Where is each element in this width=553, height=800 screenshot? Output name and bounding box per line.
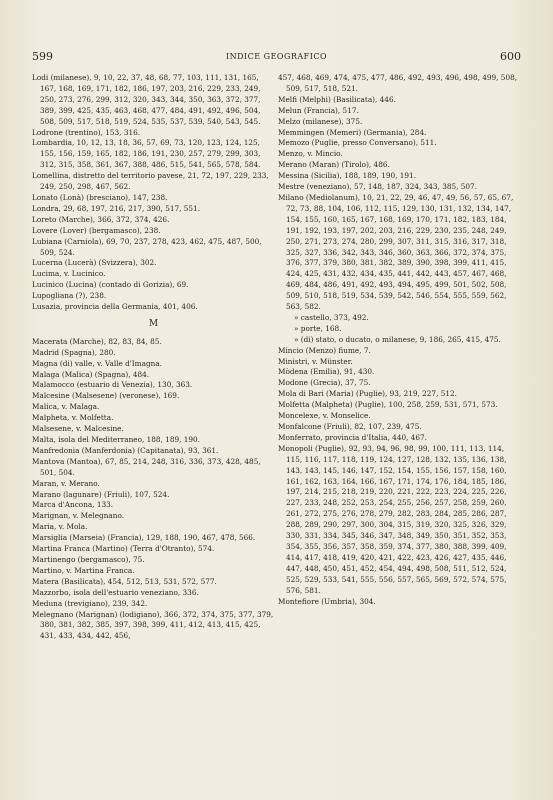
index-entry: Molfetta (Malpheta) (Puglie), 100, 258, 259, 531, 571, 573. <box>278 400 498 410</box>
index-entry: Melzo (milanese), 375. <box>278 116 363 126</box>
index-entry: Menzo, v. Mincio. <box>278 149 343 159</box>
index-subentry: » (di) stato, o ducato, o milanese, 9, 186, 265, 415, 475. <box>294 334 501 344</box>
index-entry-lodrone: Lodrone (trentino), 153, 316. <box>32 127 141 137</box>
index-entry: Mantova (Mantoa), 67, 85, 214, 248, 316, 336, 373, 428, 485, 501, 504. <box>32 456 261 477</box>
index-entry: Mazzorbo, isola dell'estuario veneziano, 336. <box>32 587 199 597</box>
index-entry-lusazia: Lusazia, provincia della Germania, 401, 406. <box>32 302 198 312</box>
running-title: INDICE GEOGRAFICO <box>225 52 328 61</box>
index-entry: Monferrato, provincia d'Italia, 440, 467. <box>278 432 427 442</box>
index-entry: Martinengo (bergamasco), 75. <box>32 554 145 564</box>
index-entry: Marano (lagunare) (Friuli), 107, 524. <box>32 489 170 499</box>
index-entry-lucerna: Lucerna (Lucerà) (Svizzera), 302. <box>32 258 157 268</box>
index-entry: Marsiglia (Marseia) (Francia), 129, 188, 190, 467, 478, 566. <box>32 533 256 543</box>
index-entry: Malta, isola del Mediterraneo, 188, 189, 190. <box>32 435 200 444</box>
index-entry: Ministri, v. Münster. <box>278 356 353 366</box>
index-entry: Malamocco (estuario di Venezia), 130, 363. <box>32 380 193 390</box>
index-entry: Melegnano (Marignan) (lodigiano), 366, 372, 374, 375, 377, 379, 380, 381, 382, 385, 397, 398, 399, 411, 412, 413, 415, 425, 431, 433, 434, 442, 456, <box>32 609 274 641</box>
page-number-right: 600 <box>500 50 521 63</box>
index-entry-lombardia: Lombardia, 10, 12, 13, 18, 36, 57, 69, 73, 120, 123, 124, 125, 155, 156, 159, 165, 182, 186, 191, 230, 257, 279, 299, 303, 312, 315, 358, 361, 367, 388, 486, 515, 541, 565, 578, 584. <box>32 138 261 170</box>
index-entry: Malsesene, v. Malcesine. <box>32 424 124 434</box>
index-entry: Mòdena (Emilia), 91, 430. <box>278 367 375 377</box>
index-entry: Malaga (Malica) (Spagna), 484. <box>32 369 150 379</box>
index-entry: Marca d'Ancona, 133. <box>32 500 114 510</box>
index-subentry: » porte, 168. <box>294 323 342 333</box>
index-entry: Meduna (trevigiano), 239, 342. <box>32 598 148 608</box>
index-subentry: » castello, 373, 492. <box>294 312 369 322</box>
index-entry-monopoli: Monopoli (Puglie), 92, 93, 94, 96, 98, 99, 100, 111, 113, 114, 115, 116, 117, 118, 119, 124, 127, 128, 132, 135, 136, 138, 143, 143, 145, 146, 147, 152, 154, 155, 156, 157, 158, 160, 161, 162, 163, 164, 166, 167, 171, 174, 176, 184, 185, 186, 197, 214, 215, 218, 219, 220, 221, 222, 223, 224, 225, 226, 227, 233, 248, 252, 253, 254, 255, 256, 257, 258, 259, 260, 261, 272, 275, 276, 278, 279, 282, 283, 284, 285, 286, 287, 288, 289, 290, 297, 300, 304, 315, 319, 320, 325, 326, 329, 330, 331, 334, 345, 346, 347, 348, 349, 350, 351, 352, 353, 354, 355, 356, 357, 358, 359, 374, 377, 380, 388, 399, 409, 414, 417, 418, 419, 420, 421, 422, 423, 426, 427, 435, 446, 447, 448, 450, 451, 452, 454, 494, 498, 508, 511, 512, 524, 525, 529, 533, 541, 555, 556, 557, 565, 569, 572, 574, 575, 576, 581. <box>278 443 507 595</box>
index-entry-loreto: Loreto (Marche), 366, 372, 374, 426. <box>32 214 170 224</box>
index-entry: Martina Franca (Martino) (Terra d'Otranto), 574. <box>32 544 215 554</box>
index-entry: Maria, v. Mola. <box>32 522 88 532</box>
index-entry-lodi: Lodi (milanese), 9, 10, 22, 37, 48, 68, 77, 103, 111, 131, 165, 167, 168, 169, 171, 182, 186, 197, 203, 216, 229, 233, 249, 250, 273, 276, 299, 312, 320, 343, 344, 350, 363, 372, 377, 389, 399, 425, 435, 463, 468, 477, 484, 491, 492, 496, 504, 508, 509, 517, 518, 519, 524, 535, 537, 539, 540, 543, 545. <box>32 73 261 126</box>
index-entry: Maran, v. Merano. <box>32 478 100 488</box>
index-entry: Macerata (Marche), 82, 83, 84, 85. <box>32 336 162 346</box>
index-entry: Merano (Maran) (Tirolo), 486. <box>278 160 390 170</box>
section-letter-heading: M <box>148 318 159 329</box>
left-column <box>32 73 275 642</box>
index-entry: Messina (Sicilia), 188, 189, 190, 191. <box>278 171 417 181</box>
index-entry: Monfalcone (Friuli), 82, 107, 239, 475. <box>278 422 422 431</box>
index-entry-lomellina: Lomellina, distretto del territorio pavese, 21, 72, 197, 229, 233, 249, 250, 298, 467, 562. <box>32 171 269 192</box>
index-entry: Malcesine (Malsesene) (veronese), 169. <box>32 391 180 401</box>
index-entry: Matera (Basilicata), 454, 512, 513, 531, 572, 577. <box>32 576 217 586</box>
index-entry: Mincio (Menzo) fiume, 7. <box>278 345 371 355</box>
index-entry-lucima: Lucima, v. Lucinico. <box>32 269 106 279</box>
index-entry: Mola di Bari (Maria) (Puglie), 93, 219, 227, 512. <box>278 389 457 399</box>
page-header <box>32 50 521 66</box>
index-entry: Melun (Francia), 517. <box>278 105 359 115</box>
index-entry-lucinico: Lucinico (Lucina) (contado di Gorizia), 69. <box>32 280 189 290</box>
index-entry: 457, 468, 469, 474, 475, 477, 486, 492, 493, 496, 498, 499, 508, 509, 517, 518, 521. <box>278 73 518 93</box>
page-number-left: 599 <box>32 50 53 63</box>
right-column <box>278 73 522 607</box>
index-entry: Manfredonia (Manferdonia) (Capitanata), 93, 361. <box>32 445 219 455</box>
index-entry: Memozo (Puglie, presso Conversano), 511. <box>278 138 437 148</box>
index-entry: Mestre (veneziano), 57, 148, 187, 324, 343, 385, 507. <box>278 182 478 192</box>
index-entry: Melfi (Melphi) (Basilicata), 446. <box>278 94 396 104</box>
index-entry: Malpheta, v. Molfetta. <box>32 413 114 423</box>
index-entry: Madrid (Spagna), 280. <box>32 347 116 357</box>
index-entry: Malica, v. Malaga. <box>32 402 100 412</box>
index-entry: Memmingen (Memeri) (Germania), 284. <box>278 127 427 137</box>
index-entry-milano: Milano (Mediolanum), 10, 21, 22, 29, 46, 47, 49, 56, 57, 65, 67, 72, 73, 88, 104, 106, 112, 115, 129, 130, 131, 132, 134, 147, 154, 155, 160, 165, 167, 168, 169, 170, 171, 182, 183, 184, 191, 192, 193, 197, 202, 203, 216, 229, 230, 235, 248, 249, 250, 271, 273, 274, 280, 299, 307, 311, 315, 316, 317, 318, 325, 327, 336, 342, 343, 346, 360, 363, 366, 372, 374, 375, 376, 377, 379, 380, 381, 382, 389, 390, 398, 399, 411, 415, 424, 425, 431, 432, 434, 435, 441, 442, 443, 457, 467, 468, 469, 484, 486, 491, 492, 493, 494, 495, 499, 501, 502, 508, 509, 510, 518, 519, 534, 539, 542, 546, 554, 555, 559, 562, 563, 582. <box>278 192 514 312</box>
index-entry-lupogliana: Lupogliana (?), 238. <box>32 291 107 301</box>
index-entry-londra: Londra, 29, 68, 197, 216, 217, 390, 517, 551. <box>32 203 201 213</box>
index-entry: Moncelexe, v. Monselice. <box>278 411 371 421</box>
index-entry-lonato: Lonato (Lonà) (bresciano), 147, 238. <box>32 192 168 202</box>
index-entry: Magna (di) valle, v. Valle d'Imagna. <box>32 358 162 368</box>
index-entry: Martino, v. Martina Franca. <box>32 565 135 575</box>
index-entry: Marignan, v. Melegnano. <box>32 511 125 521</box>
index-entry: Modone (Grecia), 37, 75. <box>278 378 371 388</box>
index-entry-lovere: Lovere (Lover) (bergamasco), 238. <box>32 225 161 235</box>
index-entry: Montefiore (Umbria), 304. <box>278 596 376 606</box>
index-entry-lubiana: Lubiana (Carniola), 69, 70, 237, 278, 423, 462, 475, 487, 500, 509, 524. <box>32 236 262 257</box>
